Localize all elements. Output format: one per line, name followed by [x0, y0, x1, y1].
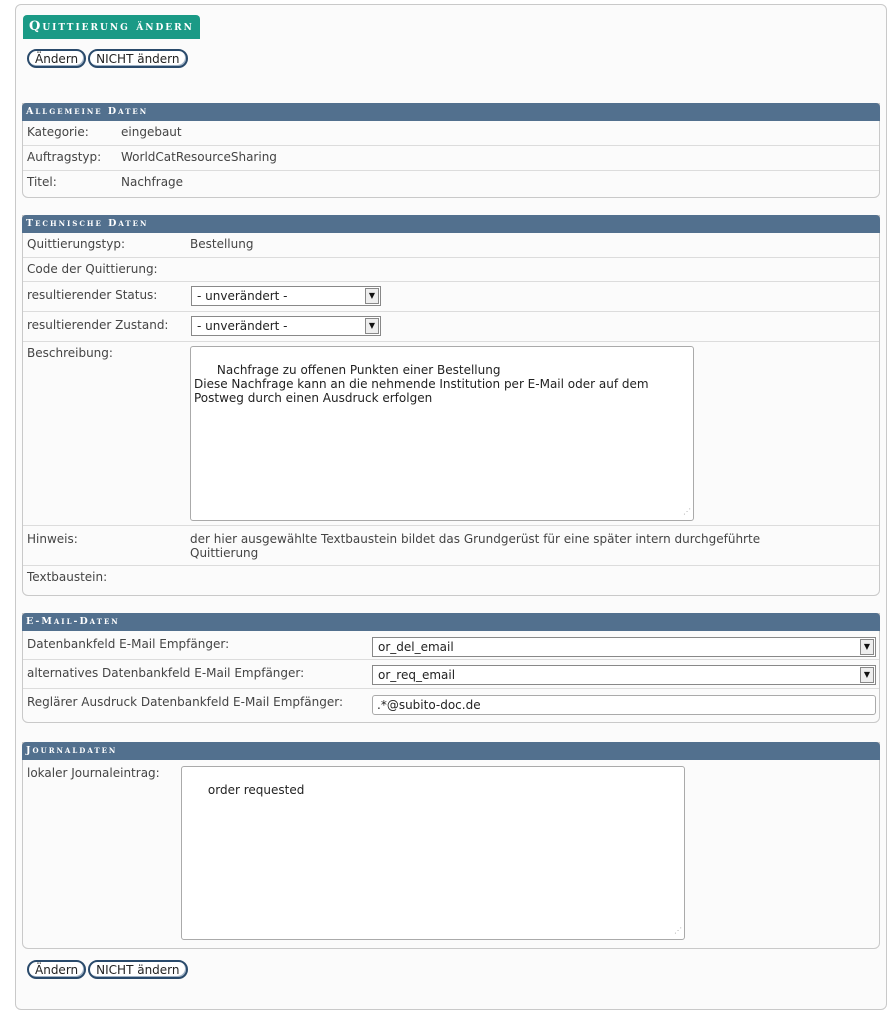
journal-data-header: Journaldaten: [22, 742, 880, 760]
general-data-section: [22, 103, 880, 198]
title-value: Nachfrage: [121, 175, 184, 189]
hint-label: Hinweis:: [27, 532, 78, 546]
row-title: [23, 171, 879, 196]
top-button-row: [27, 49, 190, 71]
no-change-button[interactable]: NICHT ändern: [88, 49, 187, 68]
alt-recipient-field-value: or_req_email: [378, 668, 456, 682]
recipient-field-select[interactable]: [372, 637, 876, 657]
email-data-section: [22, 613, 880, 723]
change-button[interactable]: Ändern: [27, 49, 86, 68]
result-state-value: - unverändert -: [197, 319, 288, 333]
regex-field-input[interactable]: [372, 695, 876, 715]
journal-entry-label: lokaler Journaleintrag:: [27, 766, 160, 780]
recipient-field-label: Datenbankfeld E-Mail Empfänger:: [27, 637, 230, 651]
chevron-down-icon[interactable]: ▼: [365, 318, 379, 334]
recipient-field-value: or_del_email: [378, 640, 454, 654]
resize-grip-icon[interactable]: ⋰: [683, 507, 691, 516]
regex-field-value: .*@subito-doc.de: [377, 698, 481, 712]
journal-entry-text: order requested: [207, 783, 305, 797]
alt-recipient-field-label: alternatives Datenbankfeld E-Mail Empfänger:: [27, 666, 305, 680]
ack-type-value: Bestellung: [190, 237, 254, 251]
regex-field-label: Reglärer Ausdruck Datenbankfeld E-Mail Empfänger:: [27, 695, 343, 709]
order-type-value: WorldCatResourceSharing: [121, 150, 277, 164]
row-result-status: [23, 282, 879, 312]
row-category: [23, 121, 879, 146]
row-alt-recipient-field: [23, 660, 879, 689]
change-button-bottom[interactable]: Ändern: [27, 960, 86, 979]
title-label: Titel:: [27, 175, 57, 189]
hint-value: der hier ausgewählte Textbaustein bildet das Grundgerüst für eine später intern durchgeführte Quittierung: [190, 532, 761, 560]
row-textblock: [23, 566, 879, 590]
chevron-down-icon[interactable]: ▼: [860, 667, 874, 683]
category-value: eingebaut: [121, 125, 182, 139]
row-description: [23, 342, 879, 526]
row-result-state: [23, 312, 879, 342]
textblock-label: Textbaustein:: [27, 570, 108, 584]
result-status-select[interactable]: [191, 286, 381, 306]
row-journal-entry: [23, 760, 879, 946]
general-data-header: Allgemeine Daten: [22, 103, 880, 121]
no-change-button-bottom[interactable]: NICHT ändern: [88, 960, 187, 979]
description-label: Beschreibung:: [27, 346, 113, 360]
category-label: Kategorie:: [27, 125, 89, 139]
chevron-down-icon[interactable]: ▼: [365, 288, 379, 304]
chevron-down-icon[interactable]: ▼: [860, 639, 874, 655]
row-regex-field: [23, 689, 879, 719]
journal-data-section: [22, 742, 880, 949]
order-type-label: Auftragstyp:: [27, 150, 102, 164]
alt-recipient-field-select[interactable]: [372, 665, 876, 685]
journal-entry-textarea[interactable]: [181, 766, 685, 940]
ack-code-label: Code der Quittierung:: [27, 262, 158, 276]
row-hint: [23, 526, 879, 566]
technical-data-header: Technische Daten: [22, 215, 880, 233]
description-textarea[interactable]: [190, 346, 694, 521]
description-text: Nachfrage zu offenen Punkten einer Bestellung Diese Nachfrage kann an die nehmende Institution per E-Mail oder auf dem Postweg durch einen Ausdruck erfolgen: [194, 363, 649, 405]
row-order-type: [23, 146, 879, 171]
result-status-value: - unverändert -: [197, 289, 288, 303]
technical-data-section: [22, 215, 880, 596]
resize-grip-icon[interactable]: ⋰: [674, 926, 682, 935]
row-recipient-field: [23, 631, 879, 660]
result-status-label: resultierender Status:: [27, 288, 158, 302]
row-ack-type: [23, 233, 879, 258]
row-ack-code: [23, 258, 879, 282]
ack-type-label: Quittierungstyp:: [27, 237, 125, 251]
email-data-header: E-Mail-Daten: [22, 613, 880, 631]
result-state-label: resultierender Zustand:: [27, 318, 169, 332]
bottom-button-row: [27, 960, 190, 982]
result-state-select[interactable]: [191, 316, 381, 336]
page-title: Quittierung ändern: [23, 15, 200, 39]
